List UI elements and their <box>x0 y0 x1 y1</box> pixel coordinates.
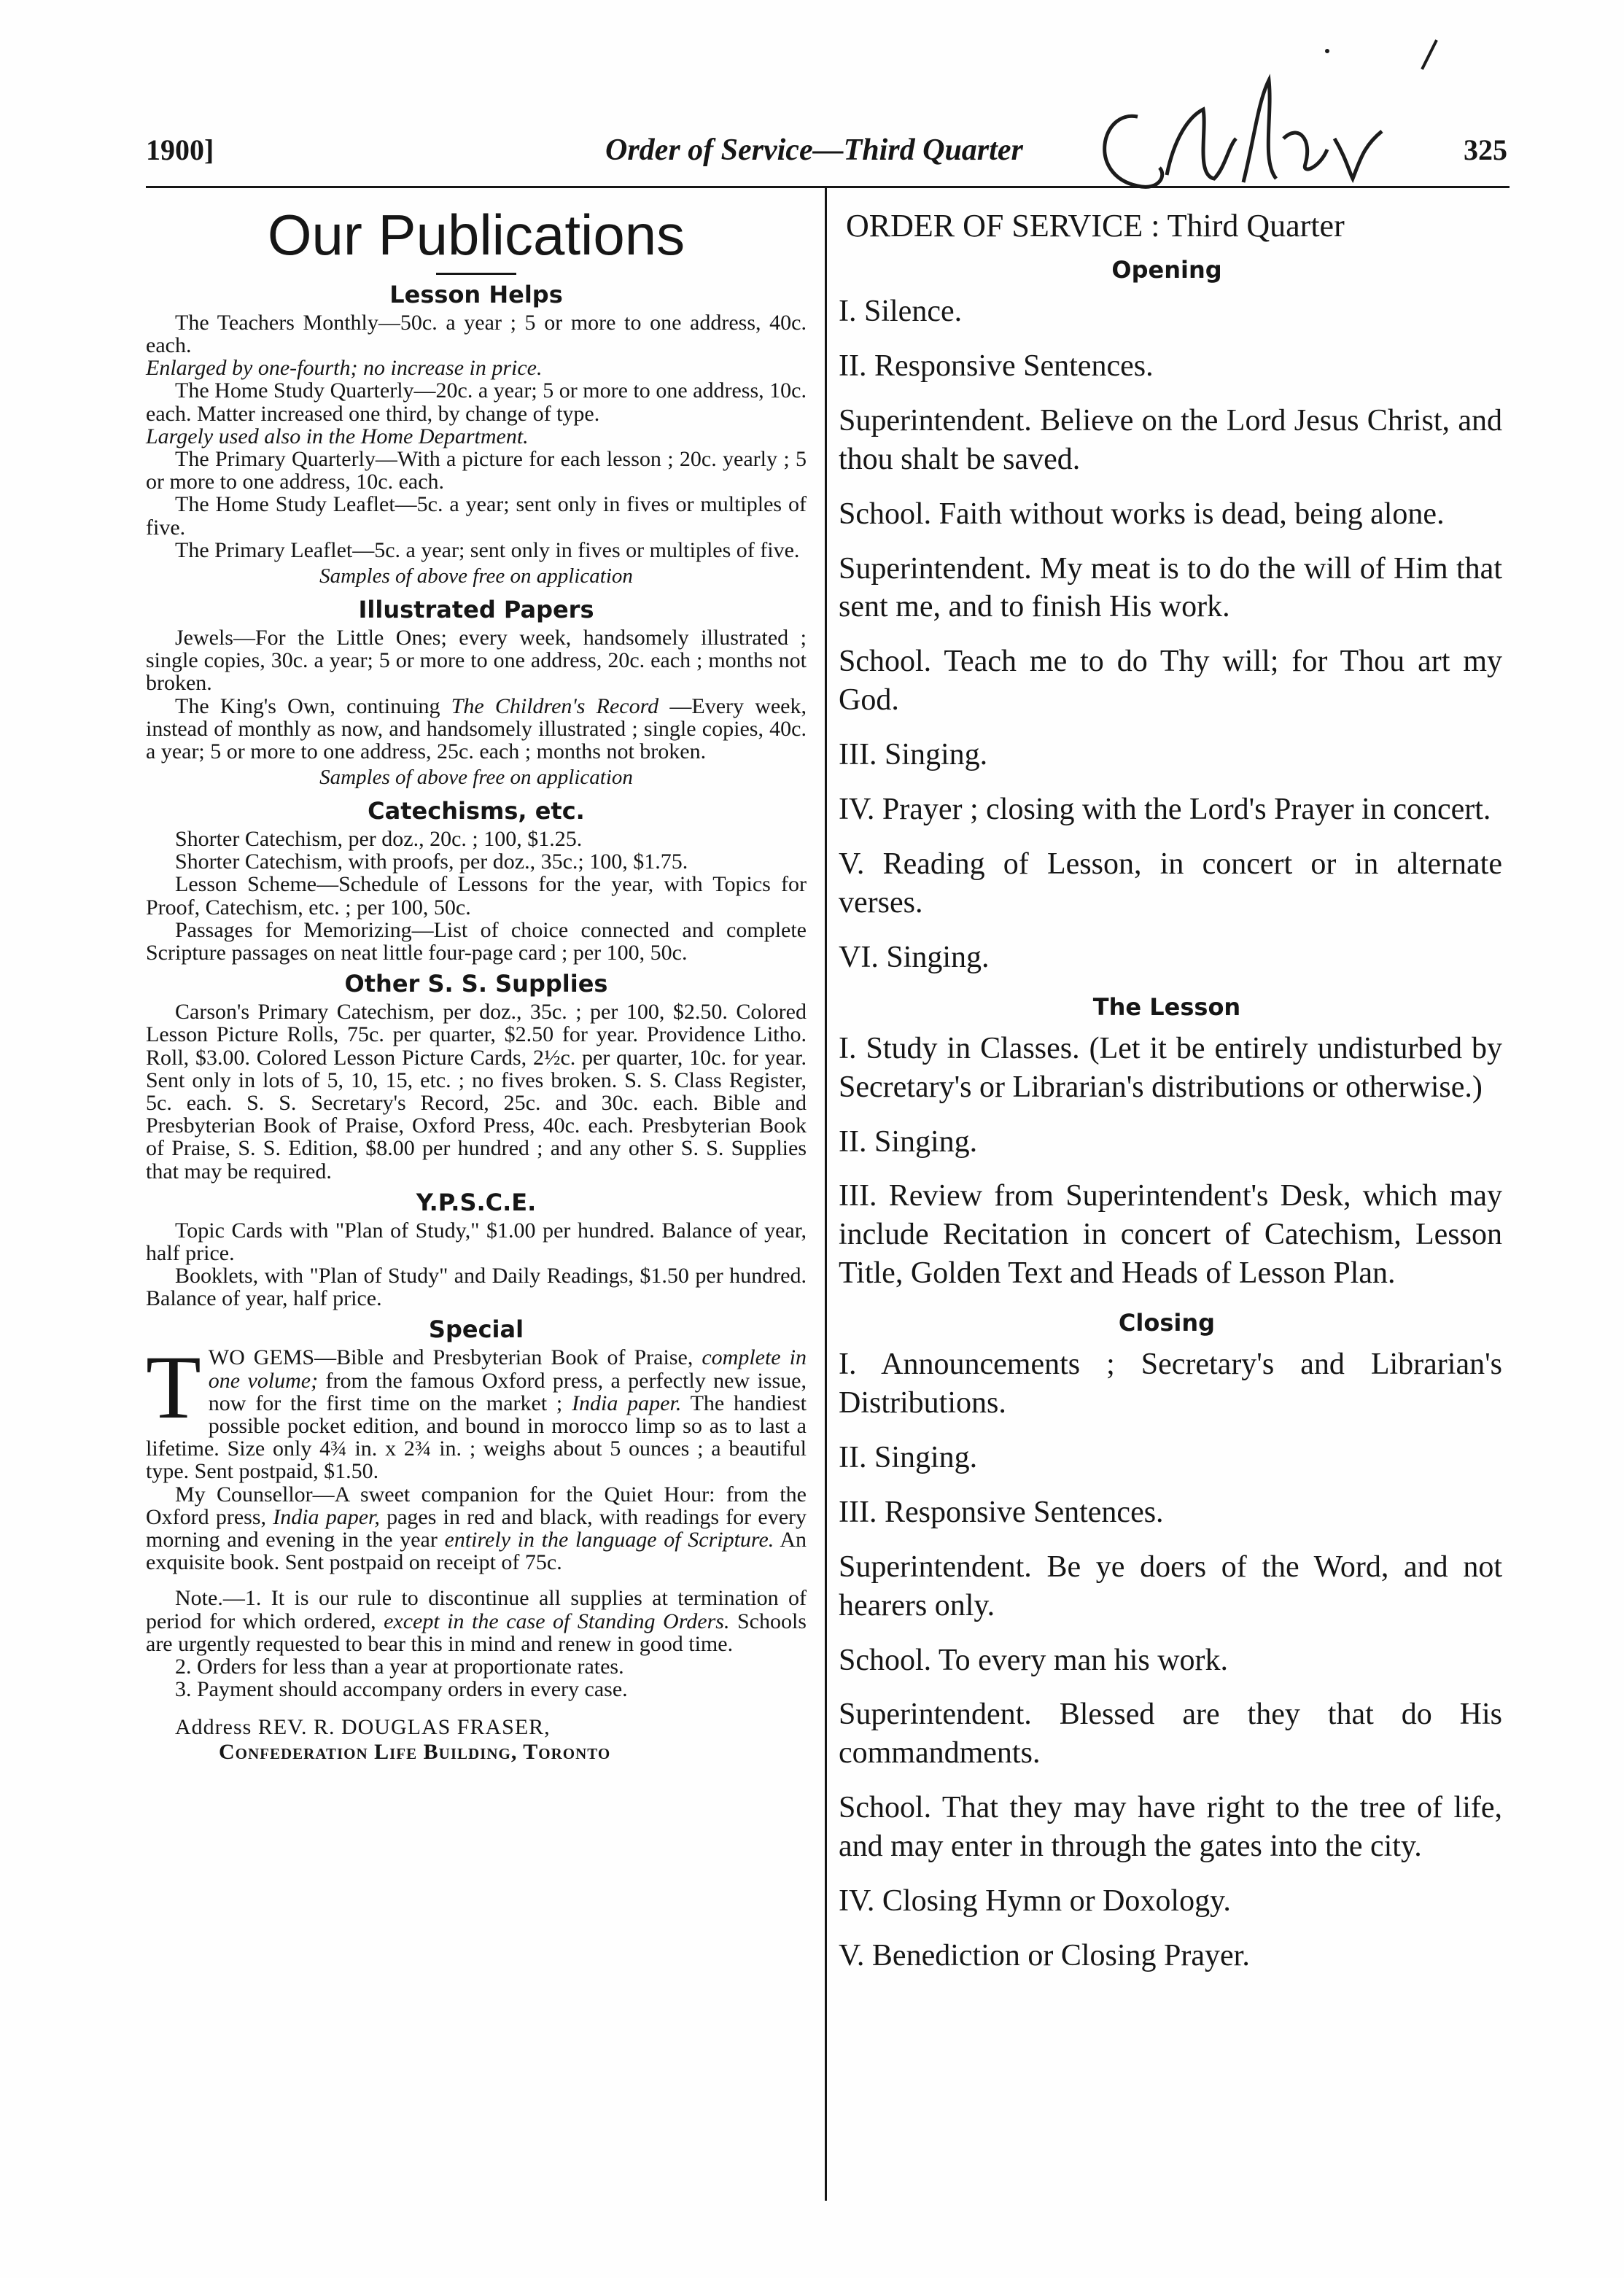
service-item: II. Singing. <box>839 1124 978 1159</box>
title-main: ORDER OF SERVICE : <box>846 208 1168 244</box>
booklets-entry: Booklets, with "Plan of Study" and Daily Readings, $1.50 per hundred. Balance of year, half price. <box>146 1264 807 1311</box>
service-item: IV. Prayer ; closing with the Lord's Prayer in concert. <box>839 793 1491 827</box>
title-rule <box>436 273 516 275</box>
service-item: IV. Closing Hymn or Doxology. <box>839 1884 1231 1919</box>
publications-column <box>146 191 807 2204</box>
other-supplies-entry: Carson's Primary Catechism, per doz., 35c. ; per 100, $2.50. Colored Lesson Picture Rolls, 75c. per quarter, $2.50 for year. Providence Litho. Roll, $3.00. Colored Lesson Picture Cards, 2½c. per quarter, 10c. for year. Sent only in lots of 5, 10, 15, etc. ; no fives broken. S. S. Class Register, 5c. each. S. S. Secretary's Record, 25c. and 30c. each. Bible and Presbyterian Book of Praise, Oxford Press, 40c. each. Presbyterian Book of Praise, S. S. Edition, $8.00 per hundred ; and any other S. S. Supplies that may be required. <box>146 1000 807 1183</box>
publications-title: Our Publications <box>267 203 685 267</box>
header-rule <box>146 186 1510 188</box>
ypsce-heading: Y.P.S.C.E. <box>416 1188 537 1216</box>
service-item: I. Silence. <box>839 295 963 328</box>
service-item: Superintendent. Blessed are they that do His commandments. <box>839 1698 1502 1770</box>
service-item: III. Review from Superintendent's Desk, which may include Recitation in concert of Catechism, Lesson Title, Golden Text and Heads of Lesson Plan. <box>839 1179 1502 1291</box>
service-item: I. Study in Classes. (Let it be entirely undisturbed by Secretary's or Librarian's distributions or otherwise.) <box>839 1031 1502 1104</box>
shorter-catechism-entry: Shorter Catechism, per doz., 20c. ; 100, $1.25. <box>175 827 583 852</box>
title-sub: Third Quarter <box>1167 208 1345 244</box>
handwritten-signature <box>1057 29 1510 211</box>
home-study-leaflet-entry: The Home Study Leaflet—5c. a year; sent only in fives or multiples of five. <box>146 492 807 540</box>
note-italic: except in the case of Standing Orders. <box>384 1609 730 1633</box>
primary-leaflet-entry: The Primary Leaflet—5c. a year; sent only in fives or multiples of five. <box>175 537 800 562</box>
kings-own-entry <box>146 695 807 763</box>
order-of-service-title <box>846 207 1502 244</box>
service-item: V. Reading of Lesson, in concert or in alternate verses. <box>839 847 1502 920</box>
column-divider <box>825 188 827 2201</box>
service-item: School. Faith without works is dead, being alone. <box>839 497 1445 531</box>
jewels-entry: Jewels—For the Little Ones; every week, handsomely illustrated ; single copies, 30c. a year; 5 or more to one address, 20c. each ; months not broken. <box>146 625 807 696</box>
two-gems-italic-a: complete in one volume; <box>208 1345 807 1393</box>
opening-heading: Opening <box>1111 256 1222 284</box>
counsellor-text-a: My Counsellor—A sweet companion for the Quiet Hour: from the Oxford press, <box>146 1482 807 1529</box>
primary-quarterly-entry: The Primary Quarterly—With a picture for each lesson ; 20c. yearly ; 5 or more to one address, 10c. each. <box>146 447 807 494</box>
kings-own-text-a: The King's Own, continuing <box>175 693 451 718</box>
samples-note: Samples of above free on application <box>319 766 633 790</box>
home-study-quarterly-entry: The Home Study Quarterly—20c. a year; 5 or more to one address, 10c. each. Matter increased one third, by change of type. <box>146 378 807 426</box>
header-year: 1900] <box>146 133 214 166</box>
order-of-service-column <box>831 191 1502 2204</box>
service-item: Superintendent. Believe on the Lord Jesus Christ, and thou shalt be saved. <box>839 403 1502 476</box>
topic-cards-entry: Topic Cards with "Plan of Study," $1.00 per hundred. Balance of year, half price. <box>146 1218 807 1265</box>
special-heading: Special <box>428 1315 524 1344</box>
service-item: School. Teach me to do Thy will; for Thou art my God. <box>839 645 1502 718</box>
note-entry <box>146 1587 807 1655</box>
service-item: II. Singing. <box>839 1440 978 1474</box>
lesson-helps-heading: Lesson Helps <box>389 280 563 308</box>
page-number: 325 <box>1464 133 1507 166</box>
counsellor-italic-b: entirely in the language of Scripture. <box>444 1527 774 1552</box>
two-gems-entry <box>146 1337 807 1484</box>
service-item: I. Announcements ; Secretary's and Librarian's Distributions. <box>839 1348 1502 1420</box>
two-gems-text-c: The handiest possible pocket edition, and bound in morocco limp so as to last a lifetime. Size only 4¾ in. x 2¾ in. ; weighs about 5 ounces ; a beautiful type. Sent postpaid, $1.50. <box>146 1391 807 1484</box>
shorter-catechism-proofs-entry: Shorter Catechism, with proofs, per doz., 35c.; 100, $1.75. <box>175 850 688 874</box>
service-item: School. To every man his work. <box>839 1643 1229 1677</box>
service-item: III. Singing. <box>839 738 988 772</box>
note-item-3: 3. Payment should accompany orders in every case. <box>175 1677 628 1702</box>
service-item: VI. Singing. <box>839 940 990 974</box>
childrens-record-title: The Children's Record <box>451 693 659 718</box>
home-study-quarterly-note: Largely used also in the Home Department. <box>146 424 529 448</box>
passages-memorizing-entry: Passages for Memorizing—List of choice connected and complete Scripture passages on neat little four-page card ; per 100, 50c. <box>146 917 807 965</box>
counsellor-text-c: An exquisite book. Sent postpaid on receipt of 75c. <box>146 1527 807 1575</box>
service-item: V. Benediction or Closing Prayer. <box>839 1939 1250 1972</box>
counsellor-text-b: pages in red and black, with readings for every morning and evening in the year <box>146 1504 807 1552</box>
illustrated-papers-heading: Illustrated Papers <box>358 595 594 623</box>
two-gems-italic-b: India paper. <box>572 1391 682 1415</box>
address-line-1: Address REV. R. DOUGLAS FRASER, <box>175 1715 551 1740</box>
teachers-monthly-note: Enlarged by one-fourth; no increase in price. <box>146 356 543 381</box>
teachers-monthly-entry: The Teachers Monthly—50c. a year ; 5 or more to one address, 40c. each. <box>146 310 807 358</box>
catechisms-heading: Catechisms, etc. <box>368 797 585 825</box>
service-item: II. Responsive Sentences. <box>839 349 1154 383</box>
other-supplies-heading: Other S. S. Supplies <box>344 970 608 998</box>
service-item: School. That they may have right to the tree of life, and may enter in through the gates into the city. <box>839 1791 1502 1864</box>
the-lesson-heading: The Lesson <box>1092 992 1241 1021</box>
header-running-title: Order of Service—Third Quarter <box>605 133 1023 167</box>
two-gems-text-a: WO GEMS—Bible and Presbyterian Book of Praise, <box>208 1345 702 1370</box>
my-counsellor-entry <box>146 1483 807 1574</box>
note-text-b: Schools are urgently requested to bear this in mind and renew in good time. <box>146 1609 807 1656</box>
service-item: Superintendent. My meat is to do the will of Him that sent me, and to finish His work. <box>839 551 1502 624</box>
two-gems-text-b: from the famous Oxford press, a perfectly new issue, now for the first time on the market ; <box>208 1368 807 1415</box>
lesson-scheme-entry: Lesson Scheme—Schedule of Lessons for the year, with Topics for Proof, Catechism, etc. ; per 100, 50c. <box>146 872 807 920</box>
service-item: Superintendent. Be ye doers of the Word, and not hearers only. <box>839 1550 1502 1622</box>
closing-heading: Closing <box>1118 1309 1216 1337</box>
kings-own-text-b: —Every week, instead of monthly as now, and handsomely illustrated ; single copies, 40c. a year; 5 or more to one address, 25c. each ; months not broken. <box>146 693 807 763</box>
service-item: III. Responsive Sentences. <box>839 1495 1164 1529</box>
note-item-2: 2. Orders for less than a year at proportionate rates. <box>175 1654 624 1679</box>
samples-note: Samples of above free on application <box>319 564 633 588</box>
note-text-a: Note.—1. It is our rule to discontinue all supplies at termination of period for which ordered, <box>146 1586 807 1633</box>
address-line-2: Confederation Life Building, Toronto <box>219 1740 611 1765</box>
drop-cap: T <box>146 1337 201 1438</box>
counsellor-italic-a: India paper, <box>273 1504 380 1529</box>
